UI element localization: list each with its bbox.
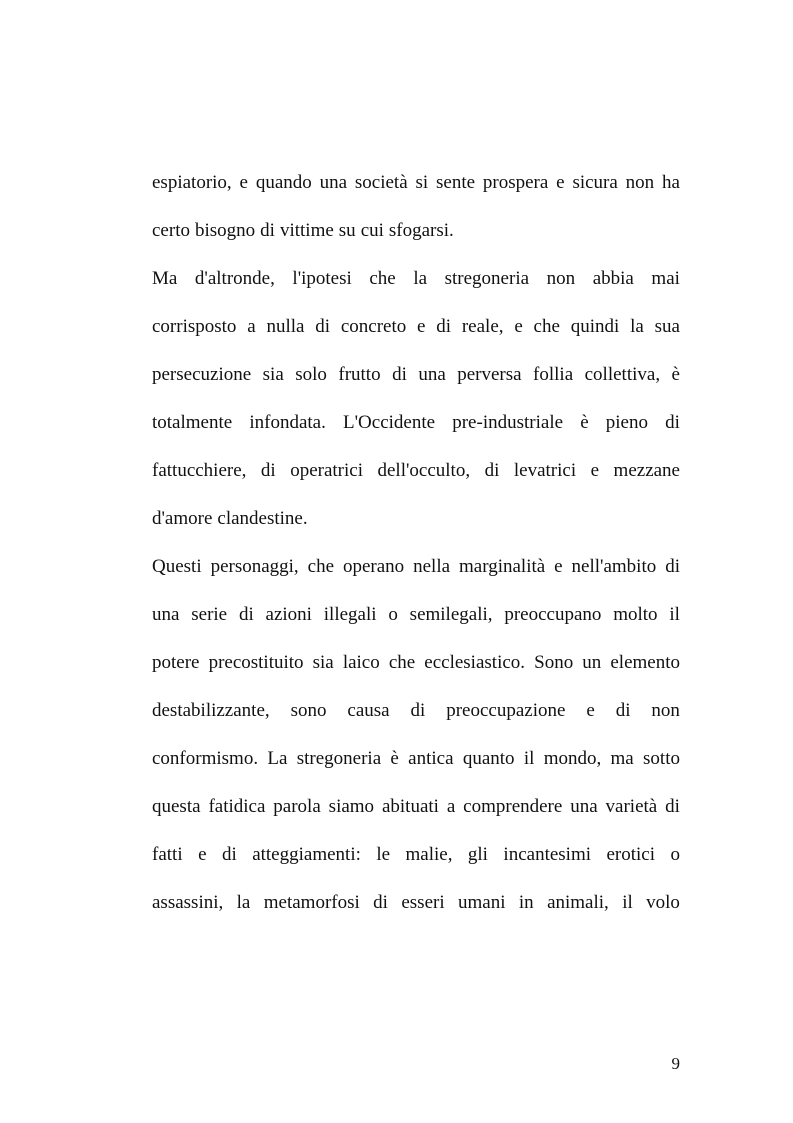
body-text <box>152 159 680 927</box>
text-line: Questi personaggi, che operano nella marginalità e nell'ambito di <box>152 556 680 577</box>
text-line: totalmente infondata. L'Occidente pre-industriale è pieno di <box>152 412 680 433</box>
text-line: corrisposto a nulla di concreto e di reale, e che quindi la sua <box>152 316 680 337</box>
text-line: questa fatidica parola siamo abituati a comprendere una varietà di <box>152 796 680 817</box>
text-line: d'amore clandestine. <box>152 508 308 529</box>
text-line: fattucchiere, di operatrici dell'occulto, di levatrici e mezzane <box>152 460 680 481</box>
text-line: conformismo. La stregoneria è antica quanto il mondo, ma sotto <box>152 748 680 769</box>
text-line: certo bisogno di vittime su cui sfogarsi. <box>152 220 454 241</box>
text-line: assassini, la metamorfosi di esseri umani in animali, il volo <box>152 892 680 913</box>
text-line: espiatorio, e quando una società si sente prospera e sicura non ha <box>152 172 680 193</box>
text-line: una serie di azioni illegali o semilegali, preoccupano molto il <box>152 604 680 625</box>
page-number: 9 <box>671 1054 680 1073</box>
text-line: destabilizzante, sono causa di preoccupazione e di non <box>152 700 680 721</box>
text-line: persecuzione sia solo frutto di una perversa follia collettiva, è <box>152 364 680 385</box>
text-line: fatti e di atteggiamenti: le malie, gli incantesimi erotici o <box>152 844 680 865</box>
text-line: potere precostituito sia laico che ecclesiastico. Sono un elemento <box>152 652 680 673</box>
text-line: Ma d'altronde, l'ipotesi che la stregoneria non abbia mai <box>152 268 680 289</box>
